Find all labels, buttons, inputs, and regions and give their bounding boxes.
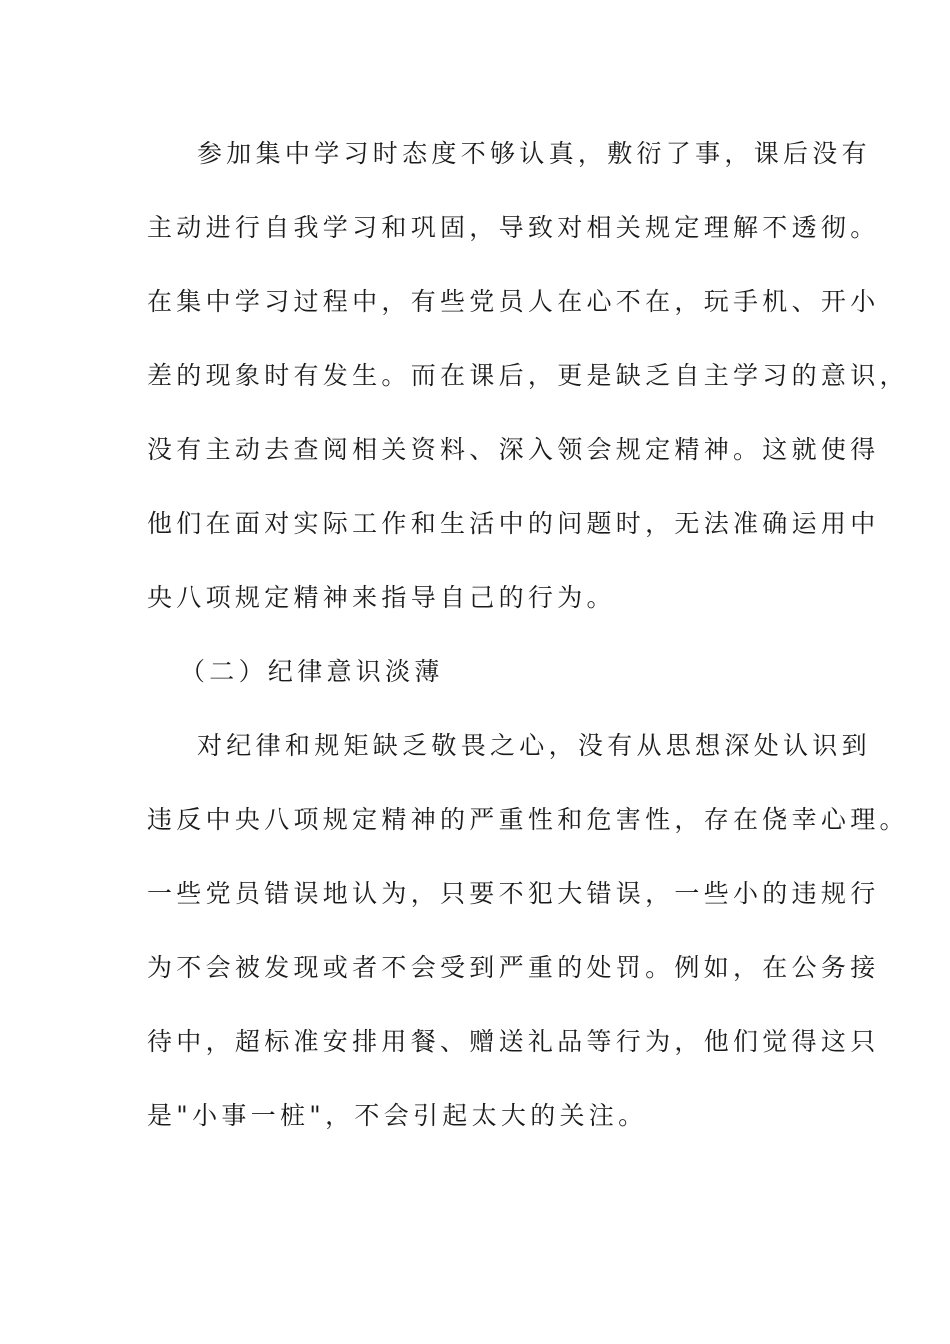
paragraph-line: 待中，超标准安排用餐、赠送礼品等行为，他们觉得这只 — [147, 1027, 880, 1056]
paragraph-line: 是"小事一桩"，不会引起太大的关注。 — [147, 1101, 648, 1130]
paragraph-line: 违反中央八项规定精神的严重性和危害性，存在侥幸心理。 — [147, 805, 909, 834]
paragraph-line: 他们在面对实际工作和生活中的问题时，无法准确运用中 — [147, 509, 880, 538]
paragraph-line: 一些党员错误地认为，只要不犯大错误，一些小的违规行 — [147, 879, 880, 908]
paragraph-line: 没有主动去查阅相关资料、深入领会规定精神。这就使得 — [147, 435, 880, 464]
paragraph-line: 差的现象时有发生。而在课后，更是缺乏自主学习的意识， — [147, 361, 909, 390]
paragraph-line: 为不会被发现或者不会受到严重的处罚。例如，在公务接 — [147, 953, 880, 982]
section-heading: （二）纪律意识淡薄 — [180, 657, 444, 686]
paragraph-line: 参加集中学习时态度不够认真，敷衍了事，课后没有 — [197, 139, 871, 168]
paragraph-line: 主动进行自我学习和巩固，导致对相关规定理解不透彻。 — [147, 213, 880, 242]
paragraph-line: 在集中学习过程中，有些党员人在心不在，玩手机、开小 — [147, 287, 880, 316]
paragraph-line: 央八项规定精神来指导自己的行为。 — [147, 583, 616, 612]
paragraph-line: 对纪律和规矩缺乏敬畏之心，没有从思想深处认识到 — [197, 731, 871, 760]
